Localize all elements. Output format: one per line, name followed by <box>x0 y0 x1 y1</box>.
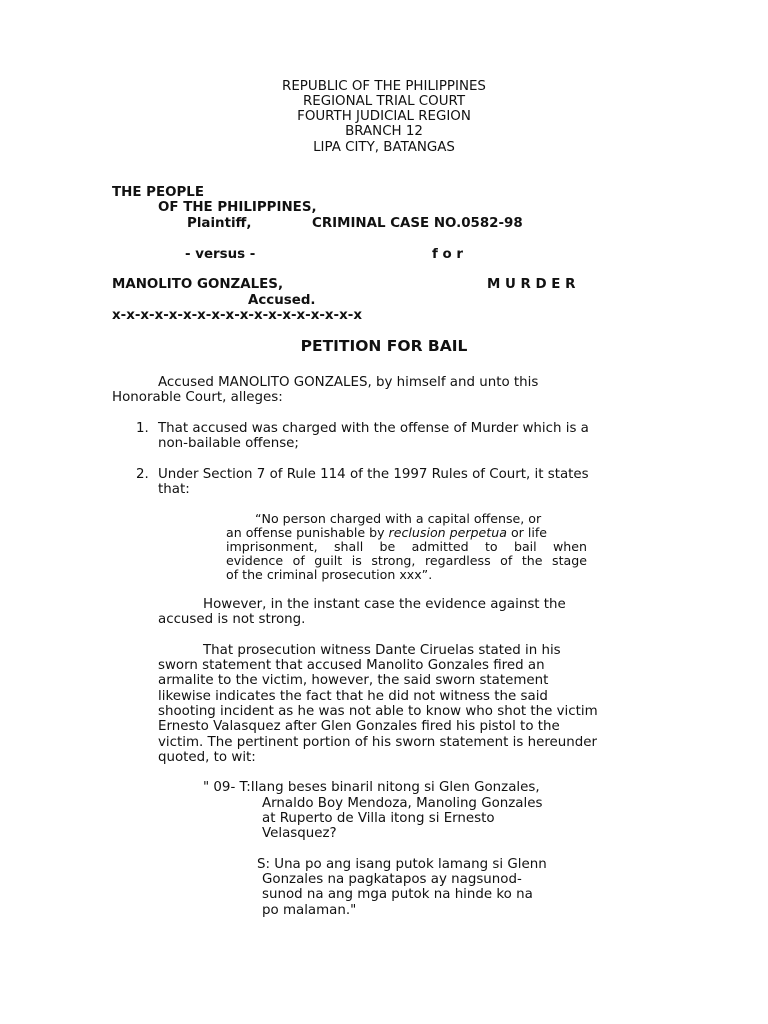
para1-line-1: However, in the instant case the evidence against the <box>203 597 566 612</box>
testimony-answer-line-3: sunod na ang mga putok na hinde ko na <box>262 887 533 902</box>
caption-separator: x-x-x-x-x-x-x-x-x-x-x-x-x-x-x-x-x-x <box>112 308 362 323</box>
plaintiff-name-line-2: OF THE PHILIPPINES, <box>158 200 317 215</box>
para2-line-4: likewise indicates the fact that he did not witness the said <box>158 689 548 704</box>
item-2-line-2: that: <box>158 482 190 497</box>
court-header-line-4: BRANCH 12 <box>345 124 423 139</box>
testimony-answer-line-4: po malaman." <box>262 903 357 918</box>
court-header-line-5: LIPA CITY, BATANGAS <box>313 140 455 155</box>
intro-line-1: Accused MANOLITO GONZALES, by himself and unto this <box>158 375 539 390</box>
item-2-line-1: Under Section 7 of Rule 114 of the 1997 Rules of Court, it states <box>158 467 589 482</box>
testimony-question-line-3: at Ruperto de Villa itong si Ernesto <box>262 811 495 826</box>
offense-label: M U R D E R <box>487 277 576 292</box>
para1-line-2: accused is not strong. <box>158 612 306 627</box>
para2-line-8: quoted, to wit: <box>158 750 256 765</box>
court-header-line-3: FOURTH JUDICIAL REGION <box>297 109 471 124</box>
rule-quote-line-2: an offense punishable by reclusion perpetua or life <box>226 525 548 540</box>
rule-quote-line-1: “No person charged with a capital offense, or <box>255 511 542 526</box>
para2-line-1: That prosecution witness Dante Ciruelas stated in his <box>203 643 561 658</box>
rule-quote-line-4: evidence of guilt is strong, regardless of the stage <box>226 553 587 568</box>
accused-name: MANOLITO GONZALES, <box>112 277 284 292</box>
testimony-answer-line-1: S: Una po ang isang putok lamang si Glenn <box>257 857 547 872</box>
para2-line-3: armalite to the victim, however, the said sworn statement <box>158 673 549 688</box>
item-number-1: 1. <box>136 421 149 436</box>
plaintiff-role: Plaintiff, <box>187 216 252 231</box>
intro-line-2: Honorable Court, alleges: <box>112 390 283 405</box>
testimony-answer-line-2: Gonzales na pagkatapos ay nagsunod- <box>262 872 522 887</box>
case-number: CRIMINAL CASE NO.0582-98 <box>312 216 523 231</box>
testimony-question-line-4: Velasquez? <box>262 826 337 841</box>
item-1-line-2: non-bailable offense; <box>158 436 299 451</box>
accused-role: Accused. <box>248 293 316 308</box>
rule-quote-line-5: of the criminal prosecution xxx”. <box>226 567 433 582</box>
for-label: f o r <box>432 247 463 262</box>
item-number-2: 2. <box>136 467 149 482</box>
item-1-line-1: That accused was charged with the offense of Murder which is a <box>158 421 589 436</box>
para2-line-5: shooting incident as he was not able to know who shot the victim <box>158 704 598 719</box>
para2-line-6: Ernesto Valasquez after Glen Gonzales fired his pistol to the <box>158 719 560 734</box>
versus-label: - versus - <box>185 247 256 262</box>
testimony-question-line-1: " 09- T:Ilang beses binaril nitong si Glen Gonzales, <box>203 780 540 795</box>
testimony-question-line-2: Arnaldo Boy Mendoza, Manoling Gonzales <box>262 796 543 811</box>
rule-quote-line-3: imprisonment, shall be admitted to bail when <box>226 539 587 554</box>
court-header-line-2: REGIONAL TRIAL COURT <box>302 94 466 109</box>
para2-line-2: sworn statement that accused Manolito Gonzales fired an <box>158 658 545 673</box>
plaintiff-name-line-1: THE PEOPLE <box>112 185 204 200</box>
court-header-line-1: REPUBLIC OF THE PHILIPPINES <box>282 79 486 94</box>
document-title: PETITION FOR BAIL <box>300 337 468 355</box>
para2-line-7: victim. The pertinent portion of his sworn statement is hereunder <box>158 735 598 750</box>
